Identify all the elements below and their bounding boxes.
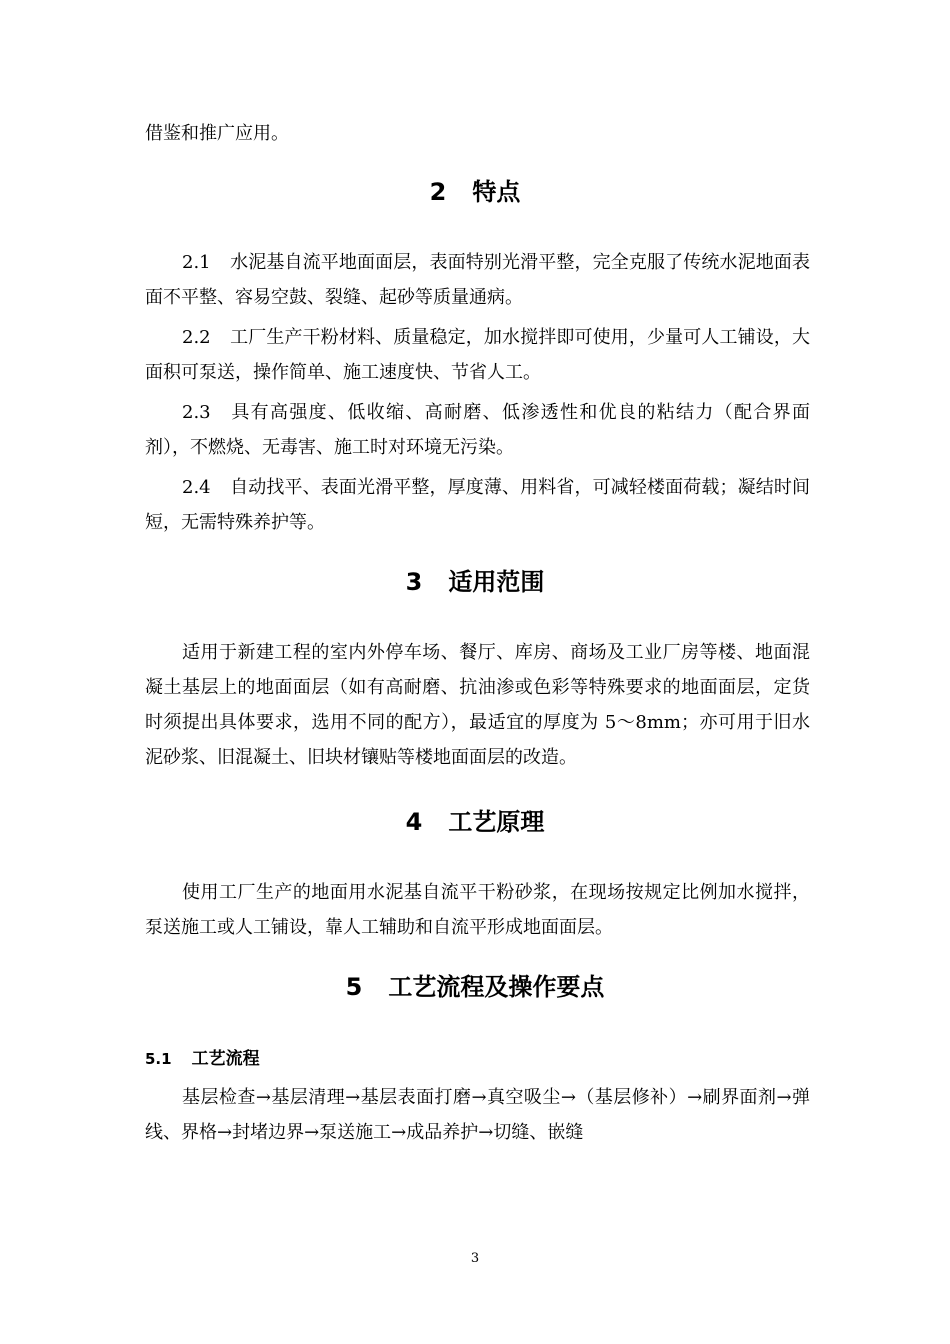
item-2-2-text: 工厂生产干粉材料、质量稳定，加水搅拌即可使用，少量可人工铺设，大面积可泵送，操作简单、施工速度快、节省人工。 [145,327,810,383]
section-3-paragraph: 适用于新建工程的室内外停车场、餐厅、库房、商场及工业厂房等楼、地面混凝土基层上的地面面层（如有高耐磨、抗油渗或色彩等特殊要求的地面面层，定货时须提出具体要求，选用不同的配方），最适宜的厚度为 5～8mm；亦可用于旧水泥砂浆、旧混凝土、旧块材镶贴等楼地面面层的改造。 [145,642,810,768]
subsection-5-1-paragraph: 基层检查→基层清理→基层表面打磨→真空吸尘→（基层修补）→刷界面剂→弹线、界格→封堵边界→泵送施工→成品养护→切缝、嵌缝 [145,1087,810,1143]
section-4-title: 工艺原理 [448,808,545,836]
item-2-3-paragraph [145,395,810,465]
item-2-1-text: 水泥基自流平地面面层，表面特别光滑平整，完全克服了传统水泥地面表面不平整、容易空鼓、裂缝、起砂等质量通病。 [145,252,810,308]
subsection-5-1-title: 工艺流程 [191,1049,260,1069]
section-2-number: 2 [429,178,447,206]
item-2-3-text: 具有高强度、低收缩、高耐磨、低渗透性和优良的粘结力（配合界面剂），不燃烧、无毒害、施工时对环境无污染。 [145,402,810,458]
item-2-1-number: 2.1 [182,252,211,273]
section-4-heading [0,807,950,837]
section-2-heading [0,177,950,207]
item-2-2-number: 2.2 [182,327,211,348]
subsection-5-1-heading [145,1047,810,1071]
item-2-4-number: 2.4 [182,477,211,498]
section-5-number: 5 [345,973,363,1001]
intro-paragraph: 借鉴和推广应用。 [145,123,289,144]
item-2-2-paragraph [145,320,810,390]
section-5-title: 工艺流程及操作要点 [388,973,605,1001]
item-2-3-number: 2.3 [182,402,211,423]
section-4-paragraph: 使用工厂生产的地面用水泥基自流平干粉砂浆，在现场按规定比例加水搅拌，泵送施工或人工铺设，靠人工辅助和自流平形成地面面层。 [145,882,810,938]
item-2-1-paragraph [145,245,810,315]
subsection-5-1-number: 5.1 [145,1050,172,1068]
item-2-4-paragraph [145,470,810,540]
section-5-heading [0,972,950,1002]
section-3-number: 3 [405,568,423,596]
page-number: 3 [470,1251,480,1266]
section-2-title: 特点 [472,178,521,206]
section-4-number: 4 [405,808,423,836]
item-2-4-text: 自动找平、表面光滑平整，厚度薄、用料省，可减轻楼面荷载；凝结时间短，无需特殊养护等。 [145,477,810,533]
section-3-heading [0,567,950,597]
section-3-title: 适用范围 [448,568,545,596]
